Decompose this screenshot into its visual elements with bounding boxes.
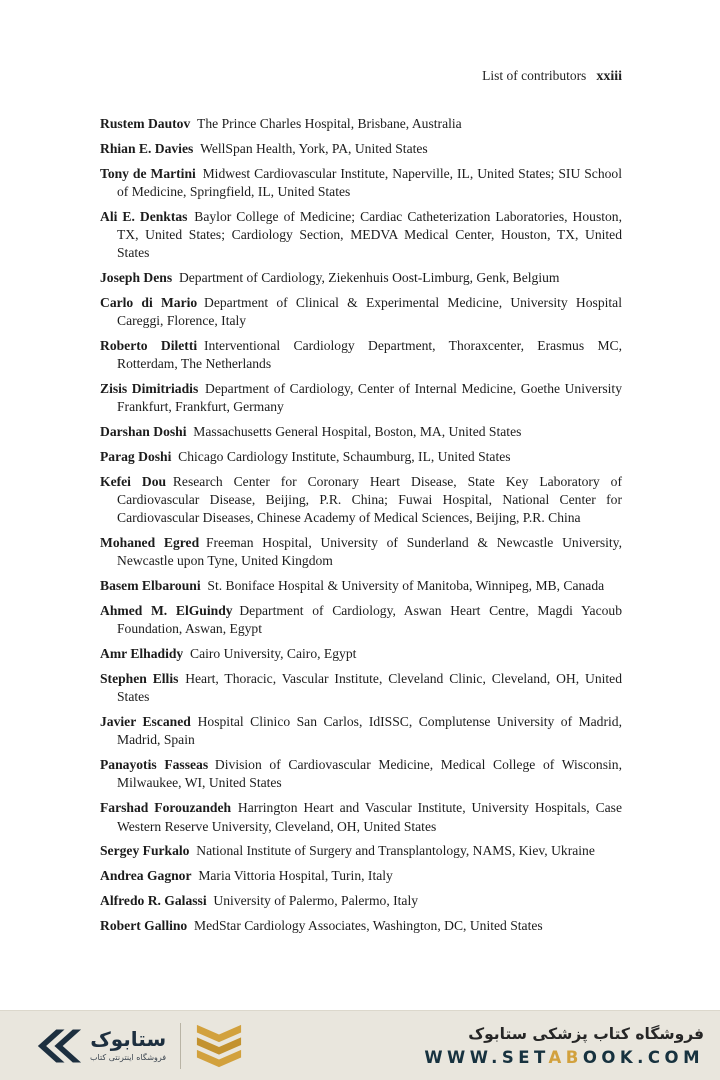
contributor-name: Tony de Martini — [100, 165, 196, 181]
contributor-entry — [100, 115, 622, 133]
contributor-name: Alfredo R. Galassi — [100, 892, 207, 908]
contributor-affiliation: Department of Cardiology, Ziekenhuis Oost-Limburg, Genk, Belgium — [172, 270, 560, 286]
url-segment: WWW.SET — [424, 1047, 549, 1067]
store-url — [424, 1048, 704, 1067]
contributor-entry — [100, 165, 622, 202]
contributor-affiliation: University of Palermo, Palermo, Italy — [206, 892, 419, 908]
contributor-name: Joseph Dens — [100, 270, 173, 286]
contributor-affiliation: Maria Vittoria Hospital, Turin, Italy — [191, 868, 393, 884]
contributor-name: Zisis Dimitriadis — [100, 381, 199, 397]
url-accent-segment: AB — [548, 1047, 583, 1067]
stacked-book-icon — [195, 1024, 243, 1068]
contributor-name: Kefei Dou — [100, 473, 167, 489]
contributor-name: Amr Elhadidy — [100, 646, 184, 662]
store-banner — [0, 1010, 720, 1080]
contributor-name: Stephen Ellis — [100, 670, 179, 686]
contributor-name: Farshad Forouzandeh — [100, 800, 232, 816]
contributor-entry — [100, 602, 622, 639]
contributor-affiliation: Freeman Hospital, University of Sunderland & Newcastle University, Newcastle upon Tyne, United Kingdom — [117, 535, 622, 569]
logo-text-block — [90, 1029, 166, 1062]
contributor-name: Carlo di Mario — [100, 294, 198, 310]
contributor-entry — [100, 892, 622, 910]
contributor-entry — [100, 337, 622, 374]
divider — [180, 1023, 181, 1069]
contributor-name: Mohaned Egred — [100, 535, 200, 551]
contributor-entry — [100, 842, 622, 860]
contributor-entry — [100, 867, 622, 885]
contributor-affiliation: WellSpan Health, York, PA, United States — [193, 140, 428, 156]
contributor-entry — [100, 294, 622, 331]
contributor-affiliation: MedStar Cardiology Associates, Washington, DC, United States — [187, 917, 543, 933]
contributor-name: Sergey Furkalo — [100, 843, 190, 859]
contributor-name: Robert Gallino — [100, 917, 188, 933]
contributor-affiliation: Department of Cardiology, Aswan Heart Centre, Magdi Yacoub Foundation, Aswan, Egypt — [117, 603, 622, 637]
contributor-name: Parag Doshi — [100, 448, 172, 464]
contributor-affiliation: Research Center for Coronary Heart Disease, State Key Laboratory of Cardiovascular Disease, Beijing, P.R. China; Fuwai Hospital, National Center for Cardiovascular Diseases, Chinese Academy of Medical Sciences, Beijing, P.R. China — [117, 473, 622, 526]
contributor-affiliation: Chicago Cardiology Institute, Schaumburg, IL, United States — [171, 448, 511, 464]
page-header — [100, 68, 622, 85]
contributor-affiliation: Massachusetts General Hospital, Boston, MA, United States — [186, 424, 522, 440]
contributor-entry — [100, 577, 622, 595]
store-text-block — [424, 1025, 704, 1067]
contributor-entry — [100, 380, 622, 417]
contributor-entry — [100, 799, 622, 836]
contributor-entry — [100, 269, 622, 287]
contributor-affiliation: St. Boniface Hospital & University of Manitoba, Winnipeg, MB, Canada — [200, 578, 605, 594]
contributor-entry — [100, 534, 622, 571]
url-segment: OOK.COM — [582, 1047, 704, 1067]
contributor-name: Ahmed M. ElGuindy — [100, 603, 233, 619]
contributor-entry — [100, 645, 622, 663]
contributor-name: Rhian E. Davies — [100, 140, 194, 156]
contributor-name: Darshan Doshi — [100, 424, 187, 440]
contributor-affiliation: National Institute of Surgery and Transplantology, NAMS, Kiev, Ukraine — [189, 843, 595, 859]
contributor-name: Basem Elbarouni — [100, 578, 201, 594]
contributor-affiliation: Interventional Cardiology Department, Thoraxcenter, Erasmus MC, Rotterdam, The Netherlands — [117, 337, 622, 372]
contributor-affiliation: Hospital Clinico San Carlos, IdISSC, Complutense University of Madrid, Madrid, Spain — [117, 714, 622, 748]
logo-wordmark: ستابوک — [90, 1027, 167, 1051]
header-title: List of contributors — [482, 68, 587, 83]
contributor-affiliation: Cairo University, Cairo, Egypt — [183, 646, 357, 662]
contributor-affiliation: Department of Clinical & Experimental Medicine, University Hospital Careggi, Florence, Italy — [117, 294, 622, 329]
contributor-entry — [100, 473, 622, 528]
contributor-entry — [100, 917, 622, 935]
contributor-name: Ali E. Denktas — [100, 208, 188, 224]
contributor-affiliation: Baylor College of Medicine; Cardiac Catheterization Laboratories, Houston, TX, United States; Cardiology Section, MEDVA Medical Center, Houston, TX, United States — [117, 208, 622, 261]
contributor-name: Roberto Diletti — [100, 337, 198, 353]
contributor-name: Rustem Dautov — [100, 116, 191, 131]
contributors-list — [100, 115, 622, 935]
contributor-name: Andrea Gagnor — [100, 868, 192, 884]
contributor-affiliation: Midwest Cardiovascular Institute, Naperville, IL, United States; SIU School of Medicine, Springfield, IL, United States — [117, 165, 622, 199]
contributor-entry — [100, 423, 622, 441]
contributor-entry — [100, 448, 622, 466]
page-number: xxiii — [596, 69, 622, 84]
logo-subtext: فروشگاه اینترنتی کتاب — [90, 1053, 167, 1062]
contributor-affiliation: Department of Cardiology, Center of Internal Medicine, Goethe University Frankfurt, Frankfurt, Germany — [117, 381, 622, 415]
contributor-affiliation: Harrington Heart and Vascular Institute, University Hospitals, Case Western Reserve University, Cleveland, OH, United States — [117, 800, 622, 834]
contributor-entry — [100, 140, 622, 158]
contributor-affiliation: The Prince Charles Hospital, Brisbane, Australia — [190, 116, 462, 131]
contributor-entry — [100, 756, 622, 793]
contributor-affiliation: Division of Cardiovascular Medicine, Medical College of Wisconsin, Milwaukee, WI, United States — [117, 757, 622, 791]
store-title-farsi: فروشگاه کتاب پزشکی ستابوک — [468, 1024, 704, 1043]
contributor-name: Panayotis Fasseas — [100, 757, 209, 773]
contributor-name: Javier Escaned — [100, 714, 191, 730]
contributor-affiliation: Heart, Thoracic, Vascular Institute, Cleveland Clinic, Cleveland, OH, United States — [117, 670, 623, 705]
contributor-entry — [100, 670, 622, 707]
contributor-entry — [100, 713, 622, 750]
contributor-entry — [100, 208, 622, 263]
double-chevron-left-icon — [36, 1026, 82, 1066]
setabook-logo — [36, 1026, 166, 1066]
